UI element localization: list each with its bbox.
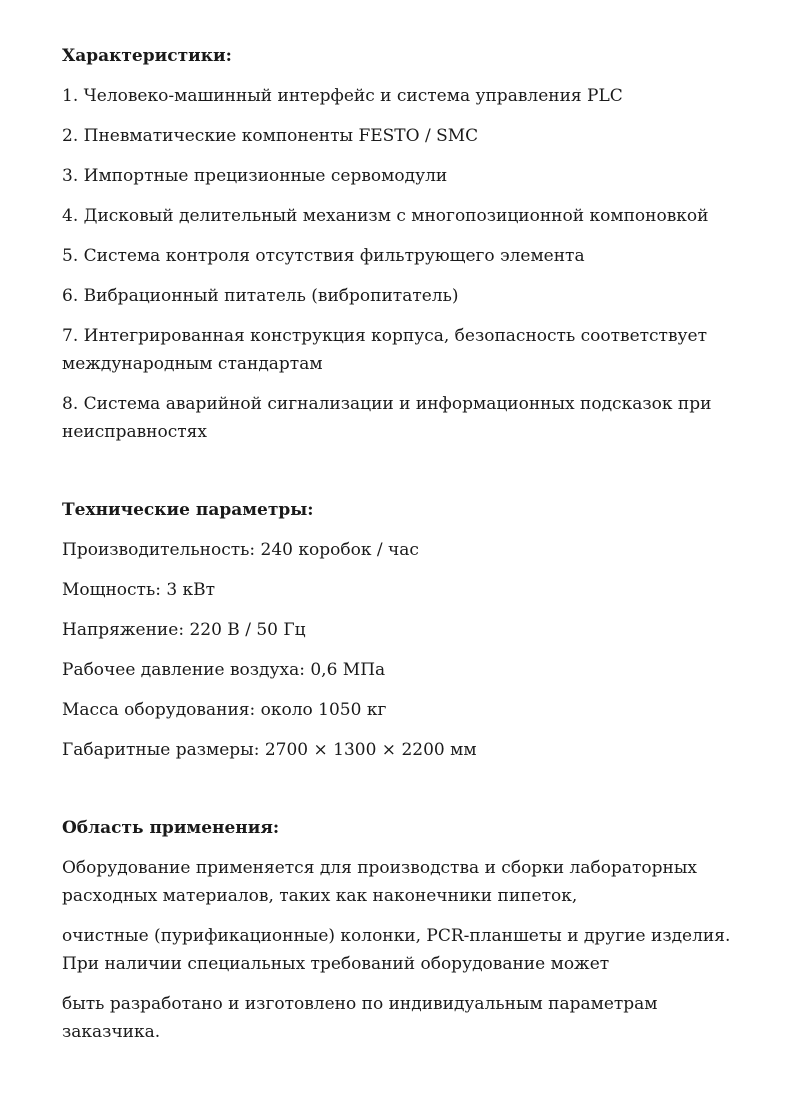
technical-parameter-air-pressure: Рабочее давление воздуха: 0,6 МПа (62, 660, 386, 680)
characteristics-item-5: 5. Система контроля отсутствия фильтрующего элемента (62, 246, 585, 266)
characteristics-item-8: 8. Система аварийной сигнализации и информационных подсказок при неисправностях (62, 394, 712, 442)
application-area-paragraph-3: быть разработано и изготовлено по индивидуальным параметрам заказчика. (62, 994, 658, 1042)
technical-parameter-capacity: Производительность: 240 коробок / час (62, 540, 419, 560)
technical-parameters-heading: Технические параметры: (62, 500, 314, 520)
section-technical-parameters (62, 496, 738, 764)
section-application-area (62, 814, 738, 1046)
technical-parameter-mass: Масса оборудования: около 1050 кг (62, 700, 387, 720)
characteristics-heading: Характеристики: (62, 46, 232, 66)
section-characteristics (62, 42, 738, 446)
application-area-paragraph-1: Оборудование применяется для производства и сборки лабораторных расходных материалов, таких как наконечники пипеток, (62, 858, 697, 906)
technical-parameter-dimensions: Габаритные размеры: 2700 × 1300 × 2200 мм (62, 740, 477, 760)
technical-parameter-voltage: Напряжение: 220 В / 50 Гц (62, 620, 306, 640)
characteristics-item-7: 7. Интегрированная конструкция корпуса, безопасность соответствует международным стандартам (62, 326, 708, 374)
application-area-paragraph-2: очистные (пурификационные) колонки, PCR-планшеты и другие изделия. При наличии специальных требований оборудование может (62, 926, 731, 974)
application-area-heading: Область применения: (62, 818, 280, 838)
characteristics-item-3: 3. Импортные прецизионные сервомодули (62, 166, 448, 186)
characteristics-item-4: 4. Дисковый делительный механизм с многопозиционной компоновкой (62, 206, 709, 226)
characteristics-item-2: 2. Пневматические компоненты FESTO / SMC (62, 126, 479, 146)
characteristics-item-1: 1. Человеко-машинный интерфейс и система управления PLC (62, 86, 623, 106)
characteristics-item-6: 6. Вибрационный питатель (вибропитатель) (62, 286, 459, 306)
technical-parameter-power: Мощность: 3 кВт (62, 580, 216, 600)
